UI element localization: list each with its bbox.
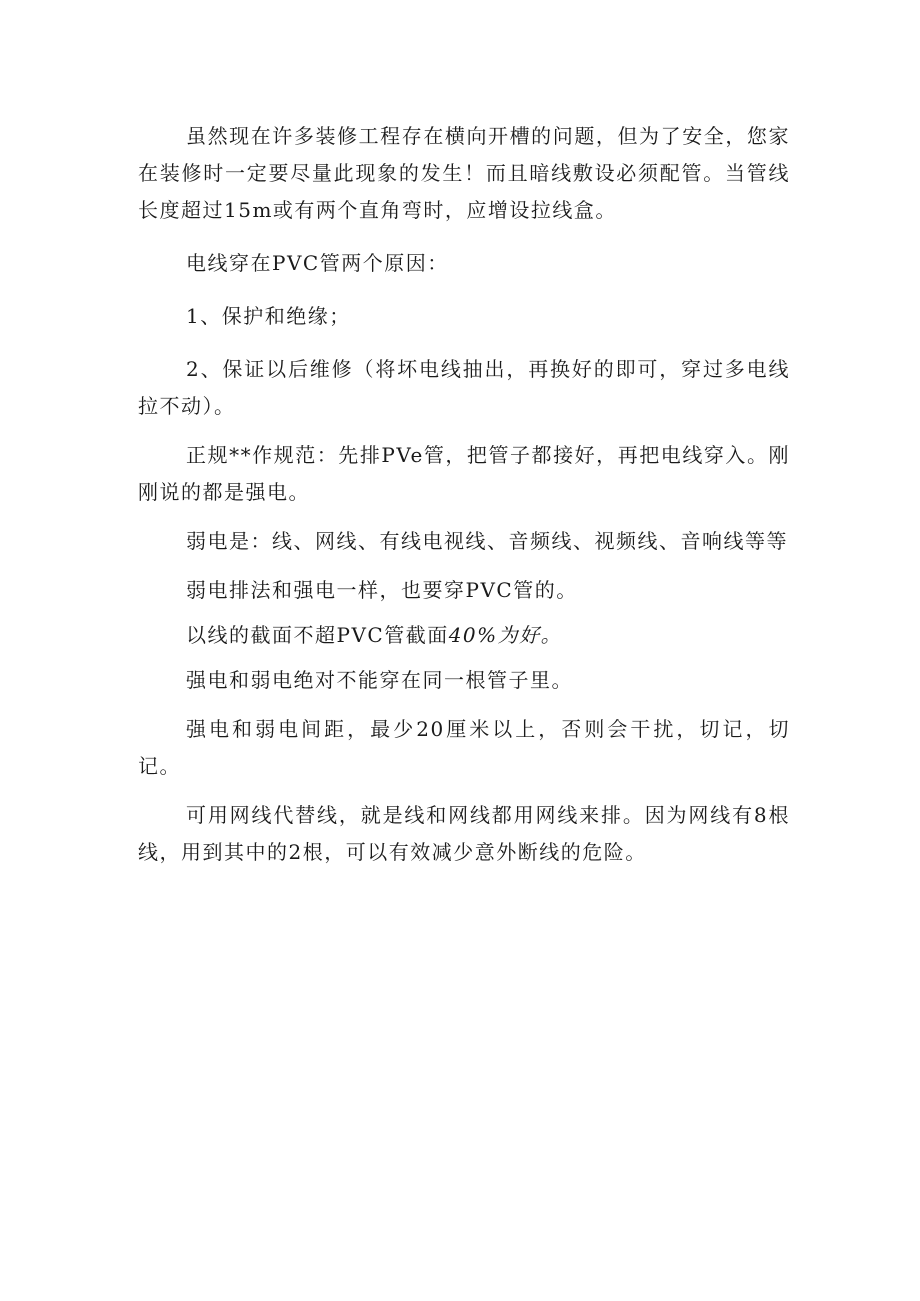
paragraph-standard: 正规**作规范：先排PVe管，把管子都接好，再把电线穿入。刚刚说的都是强电。 <box>138 443 790 504</box>
paragraph-reason-1: 1、保护和绝缘； <box>186 304 351 328</box>
paragraph-weak-layout: 弱电排法和强电一样，也要穿PVC管的。 <box>186 578 578 602</box>
paragraph-network-cable: 可用网线代替线，就是线和网线都用网线来排。因为网线有8根线，用到其中的2根，可以有效减少意外断线的危险。 <box>138 803 790 864</box>
document-body <box>138 118 790 871</box>
paragraph-cross-section <box>138 617 790 654</box>
paragraph-spacing: 强电和弱电间距，最少20厘米以上，否则会干扰，切记，切记。 <box>138 717 790 778</box>
cross-section-ratio: 40%为好。 <box>448 623 563 647</box>
paragraph-separate-pipes: 强电和弱电绝对不能穿在同一根管子里。 <box>186 668 573 692</box>
paragraph-intro: 虽然现在许多装修工程存在横向开槽的问题，但为了安全，您家在装修时一定要尽量此现象的发生！而且暗线敷设必须配管。当管线长度超过15m或有两个直角弯时，应增设拉线盒。 <box>138 124 790 222</box>
paragraph-pvc-reasons: 电线穿在PVC管两个原因： <box>186 251 449 275</box>
paragraph-weak-current: 弱电是：线、网线、有线电视线、音频线、视频线、音响线等等 <box>186 529 788 553</box>
paragraph-reason-2: 2、保证以后维修（将坏电线抽出，再换好的即可，穿过多电线拉不动）。 <box>138 357 790 418</box>
cross-section-lead: 以线的截面不超PVC管截面 <box>186 623 449 647</box>
